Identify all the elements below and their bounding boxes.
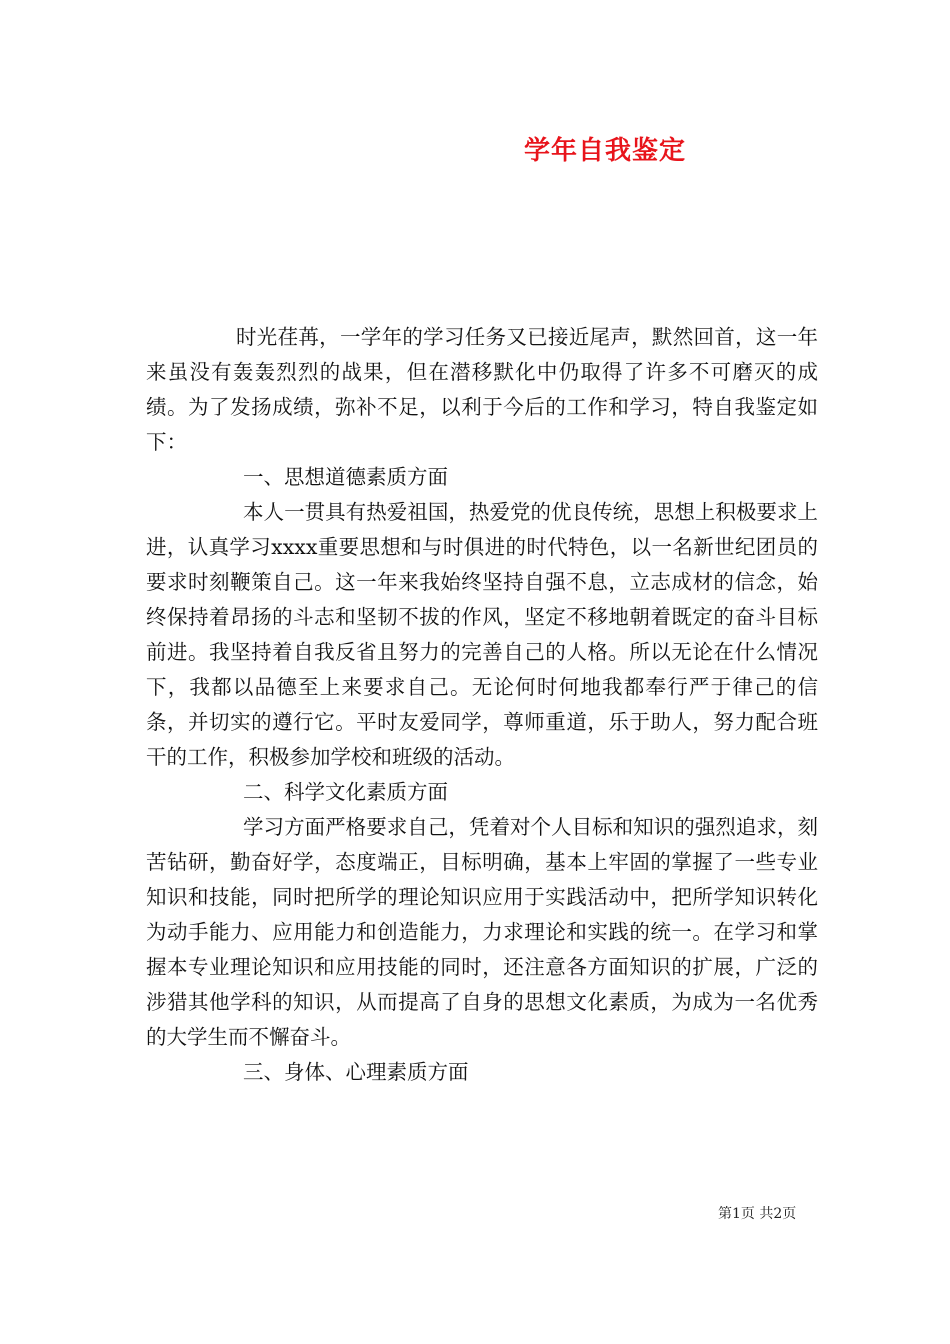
page-indicator: 第1页 共2页 — [718, 1206, 797, 1222]
section-heading-moral: 一、思想道德素质方面 — [243, 465, 448, 489]
document-title: 学年自我鉴定 — [523, 136, 686, 166]
document-body — [146, 320, 818, 1090]
section-body-moral: 本人一贯具有热爱祖国，热爱党的优良传统，思想上积极要求上进，认真学习xxxx重要思想和与时俱进的时代特色，以一名新世纪团员的要求时刻鞭策自己。这一年来我始终坚持自强不息，立志成材的信念，始终保持着昂扬的斗志和坚韧不拔的作风，坚定不移地朝着既定的奋斗目标前进。我坚持着自我反省且努力的完善自己的人格。所以无论在什么情况下，我都以品德至上来要求自己。无论何时何地我都奉行严于律己的信条，并切实的遵行它。平时友爱同学，尊师重道，乐于助人，努力配合班干的工作，积极参加学校和班级的活动。 — [146, 500, 818, 769]
section-heading-science: 二、科学文化素质方面 — [243, 780, 448, 804]
intro-paragraph: 时光荏苒，一学年的学习任务又已接近尾声，默然回首，这一年来虽没有轰轰烈烈的战果，但在潜移默化中仍取得了许多不可磨灭的成绩。为了发扬成绩，弥补不足，以利于今后的工作和学习，特自我鉴定如下： — [146, 325, 818, 454]
section-heading-physical: 三、身体、心理素质方面 — [243, 1060, 469, 1084]
section-body-science: 学习方面严格要求自己，凭着对个人目标和知识的强烈追求，刻苦钻研，勤奋好学，态度端正，目标明确，基本上牢固的掌握了一些专业知识和技能，同时把所学的理论知识应用于实践活动中，把所学知识转化为动手能力、应用能力和创造能力，力求理论和实践的统一。在学习和掌握本专业理论知识和应用技能的同时，还注意各方面知识的扩展，广泛的涉猎其他学科的知识，从而提高了自身的思想文化素质，为成为一名优秀的大学生而不懈奋斗。 — [146, 815, 818, 1049]
